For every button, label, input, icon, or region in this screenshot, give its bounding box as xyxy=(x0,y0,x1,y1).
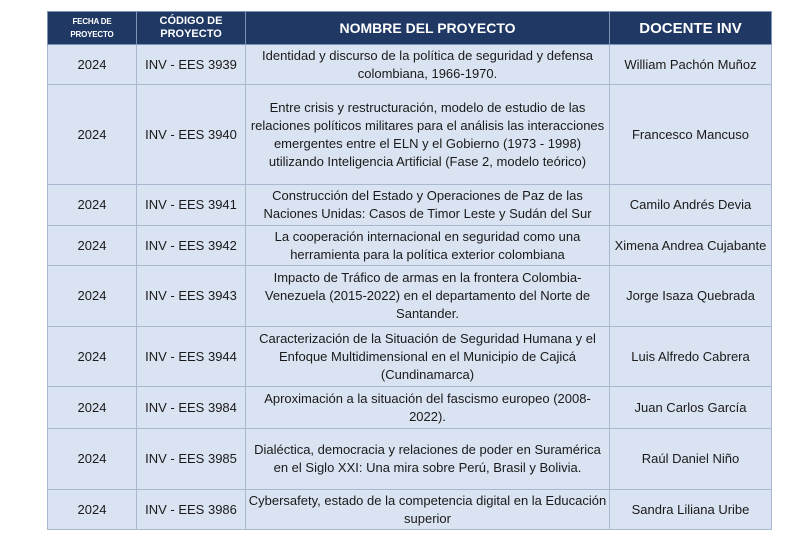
cell-code: INV - EES 3939 xyxy=(137,45,246,85)
header-codigo-line1: CÓDIGO DE xyxy=(159,15,223,27)
cell-code: INV - EES 3984 xyxy=(137,387,246,429)
cell-docente: Francesco Mancuso xyxy=(610,85,772,185)
cell-title: Caracterización de la Situación de Seguridad Humana y el Enfoque Multidimensional en el Municipio de Cajicá (Cundinamarca) xyxy=(246,327,610,387)
cell-title: Cybersafety, estado de la competencia digital en la Educación superior xyxy=(246,490,610,530)
cell-code: INV - EES 3986 xyxy=(137,490,246,530)
cell-docente: Ximena Andrea Cujabante xyxy=(610,226,772,266)
projects-table xyxy=(47,11,772,530)
header-codigo-line2: PROYECTO xyxy=(160,28,222,40)
cell-code: INV - EES 3943 xyxy=(137,266,246,327)
cell-title: Impacto de Tráfico de armas en la frontera Colombia-Venezuela (2015-2022) en el departamento del Norte de Santander. xyxy=(246,266,610,327)
table-row xyxy=(48,185,772,226)
cell-title: Dialéctica, democracia y relaciones de poder en Suramérica en el Siglo XXI: Una mira sobre Perú, Brasil y Bolivia. xyxy=(246,429,610,490)
cell-year: 2024 xyxy=(48,490,137,530)
cell-year: 2024 xyxy=(48,387,137,429)
header-fecha-proyecto: FECHA DE PROYECTO xyxy=(48,12,137,45)
header-docente-inv: DOCENTE INV xyxy=(610,12,772,45)
cell-code: INV - EES 3941 xyxy=(137,185,246,226)
cell-docente: Luis Alfredo Cabrera xyxy=(610,327,772,387)
cell-title: Construcción del Estado y Operaciones de Paz de las Naciones Unidas: Casos de Timor Leste y Sudán del Sur xyxy=(246,185,610,226)
table-row xyxy=(48,85,772,185)
cell-title: Aproximación a la situación del fascismo europeo (2008-2022). xyxy=(246,387,610,429)
table-row xyxy=(48,45,772,85)
cell-docente: Jorge Isaza Quebrada xyxy=(610,266,772,327)
table-row xyxy=(48,226,772,266)
cell-year: 2024 xyxy=(48,327,137,387)
cell-title: Entre crisis y restructuración, modelo de estudio de las relaciones políticos militares para el análisis las interacciones emergentes entre el ELN y el Gobierno (1973 - 1998) utilizando Inteligencia Artificial (Fase 2, modelo teórico) xyxy=(246,85,610,185)
table-body xyxy=(48,45,772,530)
cell-year: 2024 xyxy=(48,429,137,490)
cell-title: La cooperación internacional en seguridad como una herramienta para la política exterior colombiana xyxy=(246,226,610,266)
cell-docente: Camilo Andrés Devia xyxy=(610,185,772,226)
table-row xyxy=(48,387,772,429)
cell-docente: William Pachón Muñoz xyxy=(610,45,772,85)
table-row xyxy=(48,429,772,490)
cell-docente: Juan Carlos García xyxy=(610,387,772,429)
cell-code: INV - EES 3940 xyxy=(137,85,246,185)
cell-docente: Sandra Liliana Uribe xyxy=(610,490,772,530)
cell-year: 2024 xyxy=(48,266,137,327)
header-codigo-proyecto xyxy=(137,12,246,45)
cell-year: 2024 xyxy=(48,185,137,226)
header-nombre-proyecto: NOMBRE DEL PROYECTO xyxy=(246,12,610,45)
table-row xyxy=(48,266,772,327)
table-row xyxy=(48,327,772,387)
table-row xyxy=(48,490,772,530)
cell-title: Identidad y discurso de la política de seguridad y defensa colombiana, 1966-1970. xyxy=(246,45,610,85)
cell-code: INV - EES 3985 xyxy=(137,429,246,490)
cell-year: 2024 xyxy=(48,45,137,85)
table-header xyxy=(48,12,772,45)
cell-year: 2024 xyxy=(48,226,137,266)
cell-code: INV - EES 3944 xyxy=(137,327,246,387)
cell-code: INV - EES 3942 xyxy=(137,226,246,266)
cell-year: 2024 xyxy=(48,85,137,185)
cell-docente: Raúl Daniel Niño xyxy=(610,429,772,490)
header-row xyxy=(48,12,772,45)
